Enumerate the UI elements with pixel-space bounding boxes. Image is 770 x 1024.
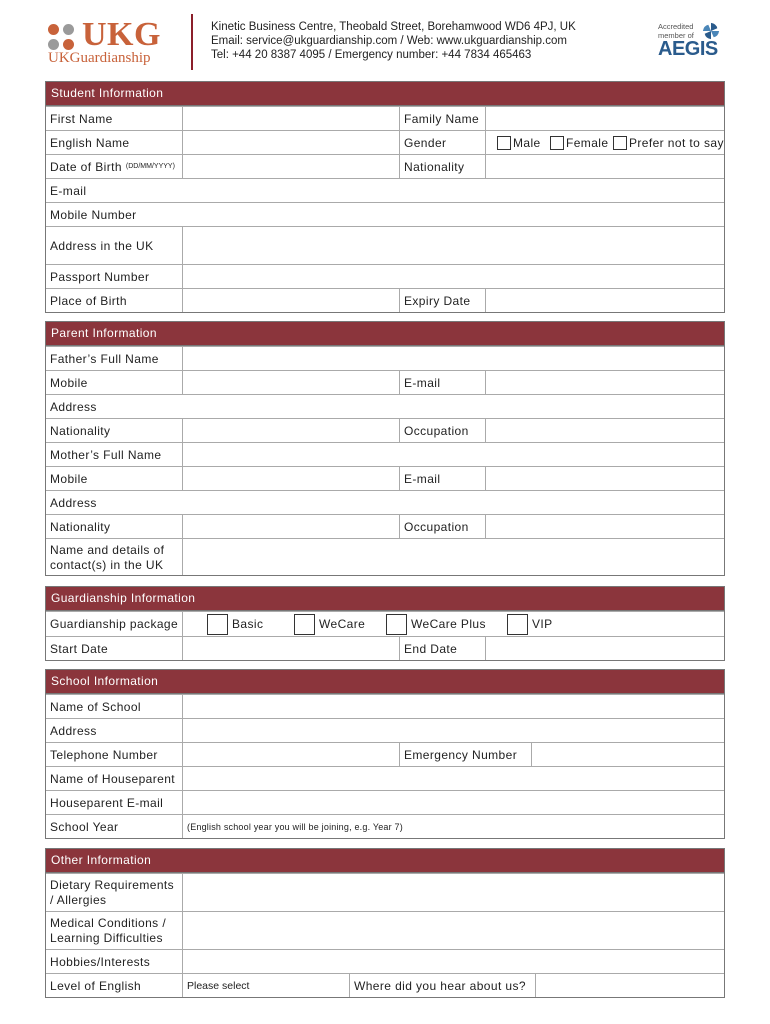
gender-label: Gender <box>404 135 447 150</box>
female-checkbox[interactable] <box>550 136 564 150</box>
expiry-date-label: Expiry Date <box>404 293 471 308</box>
school-name-field[interactable] <box>183 695 724 718</box>
male-checkbox[interactable] <box>497 136 511 150</box>
header-divider <box>191 14 193 70</box>
parent-section-title: Parent Information <box>46 322 724 346</box>
emergency-number-field[interactable] <box>532 743 724 766</box>
dob-field[interactable] <box>183 155 399 178</box>
email-line: Email: service@ukguardianship.com / Web: www.ukguardianship.com <box>211 35 567 47</box>
end-date-field[interactable] <box>486 637 724 660</box>
nationality-field[interactable] <box>486 155 724 178</box>
dietary-label-line1: Dietary Requirements <box>50 878 175 892</box>
medical-label <box>46 912 182 949</box>
row-houseparent <box>46 766 724 790</box>
father-occupation-field[interactable] <box>486 419 724 442</box>
first-name-field[interactable] <box>183 107 399 130</box>
row-dietary <box>46 873 724 911</box>
ukg-logo <box>44 18 174 70</box>
basic-label: Basic <box>232 617 264 631</box>
mother-address-field[interactable] <box>183 491 724 514</box>
start-date-label: Start Date <box>50 641 109 656</box>
row-mother-nationality-occupation <box>46 514 724 538</box>
father-email-field[interactable] <box>486 371 724 394</box>
uk-contacts-label <box>46 539 182 575</box>
uk-contacts-label-line1: Name and details of <box>50 542 165 557</box>
mother-occupation-field[interactable] <box>486 515 724 538</box>
emergency-number-label: Emergency Number <box>404 747 518 762</box>
accredited-label: Accredited <box>658 22 694 31</box>
row-houseparent-email <box>46 790 724 814</box>
mother-nationality-label: Nationality <box>50 519 111 534</box>
wecare-checkbox[interactable] <box>294 614 315 635</box>
row-passport <box>46 264 724 288</box>
medical-label-line1: Medical Conditions / <box>50 916 167 930</box>
houseparent-field[interactable] <box>183 767 724 790</box>
mobile-number-field[interactable] <box>183 203 724 226</box>
school-name-label: Name of School <box>50 699 141 714</box>
houseparent-label: Name of Houseparent <box>50 771 175 786</box>
row-hobbies <box>46 949 724 973</box>
start-date-field[interactable] <box>183 637 399 660</box>
contact-block <box>211 20 576 62</box>
row-father-name <box>46 346 724 370</box>
english-level-select-value: Please select <box>187 979 250 992</box>
page-header <box>0 0 770 80</box>
english-name-label: English Name <box>50 135 130 150</box>
male-label: Male <box>513 135 541 150</box>
passport-field[interactable] <box>183 265 724 288</box>
dietary-field[interactable] <box>183 874 724 911</box>
row-mother-mobile-email <box>46 466 724 490</box>
passport-label: Passport Number <box>50 269 150 284</box>
row-start-end <box>46 636 724 660</box>
expiry-date-field[interactable] <box>486 289 724 312</box>
hear-about-label: Where did you hear about us? <box>354 978 526 993</box>
student-section <box>45 81 725 313</box>
father-name-label: Father’s Full Name <box>50 351 159 366</box>
place-of-birth-field[interactable] <box>183 289 399 312</box>
guardianship-section-title: Guardianship Information <box>46 587 724 611</box>
member-of-label: member of <box>658 31 694 40</box>
student-section-title: Student Information <box>46 82 724 106</box>
row-email <box>46 178 724 202</box>
father-email-label: E-mail <box>404 375 441 390</box>
mother-name-field[interactable] <box>183 443 724 466</box>
first-name-label: First Name <box>50 111 113 126</box>
hobbies-label: Hobbies/Interests <box>50 954 151 969</box>
guardianship-section <box>45 586 725 661</box>
vip-checkbox[interactable] <box>507 614 528 635</box>
wecare-label: WeCare <box>319 617 366 631</box>
mother-email-label: E-mail <box>404 471 441 486</box>
school-section-title: School Information <box>46 670 724 694</box>
row-english-level <box>46 973 724 997</box>
student-email-label: E-mail <box>50 183 87 198</box>
family-name-field[interactable] <box>486 107 724 130</box>
row-package <box>46 611 724 636</box>
logo-subtitle: UKGuardianship <box>48 50 151 66</box>
row-school-year <box>46 814 724 838</box>
dietary-label-line2: / Allergies <box>50 893 107 907</box>
dietary-label <box>46 874 182 911</box>
nationality-label: Nationality <box>404 159 465 174</box>
prefer-not-label: Prefer not to say <box>629 135 724 150</box>
english-name-field[interactable] <box>183 131 399 154</box>
package-label: Guardianship package <box>50 617 179 631</box>
end-date-label: End Date <box>404 641 458 656</box>
gender-male-option[interactable] <box>493 131 553 154</box>
prefer-not-checkbox[interactable] <box>613 136 627 150</box>
row-father-mobile-email <box>46 370 724 394</box>
place-of-birth-label: Place of Birth <box>50 293 127 308</box>
father-mobile-label: Mobile <box>50 375 88 390</box>
father-occupation-label: Occupation <box>404 423 469 438</box>
mobile-number-label: Mobile Number <box>50 207 137 222</box>
row-school-phone <box>46 742 724 766</box>
row-address-uk <box>46 226 724 264</box>
row-school-name <box>46 694 724 718</box>
aegis-wordmark: AEGIS <box>658 38 718 60</box>
mother-email-field[interactable] <box>486 467 724 490</box>
school-section <box>45 669 725 839</box>
wecare-plus-checkbox[interactable] <box>386 614 407 635</box>
student-email-field[interactable] <box>183 179 724 202</box>
row-mother-address <box>46 490 724 514</box>
father-nationality-field[interactable] <box>183 419 399 442</box>
row-dob-nationality <box>46 154 724 178</box>
parent-section <box>45 321 725 576</box>
gender-female-option[interactable] <box>546 131 616 154</box>
houseparent-email-field[interactable] <box>183 791 724 814</box>
mother-nationality-field[interactable] <box>183 515 399 538</box>
school-year-field[interactable] <box>183 815 724 838</box>
row-mobile <box>46 202 724 226</box>
address-uk-field[interactable] <box>183 227 724 264</box>
row-first-family-name <box>46 106 724 130</box>
row-birthplace-expiry <box>46 288 724 312</box>
aegis-logo <box>658 22 728 62</box>
school-telephone-label: Telephone Number <box>50 747 158 762</box>
vip-label: VIP <box>532 617 553 631</box>
row-uk-contacts <box>46 538 724 575</box>
logo-text: UKG <box>82 16 161 53</box>
english-level-select[interactable] <box>183 974 349 997</box>
address-uk-label: Address in the UK <box>50 238 154 253</box>
houseparent-email-label: Houseparent E-mail <box>50 795 164 810</box>
uk-contacts-label-line2: contact(s) in the UK <box>50 557 164 572</box>
gender-prefer-not-option[interactable] <box>609 131 724 154</box>
other-section <box>45 848 725 998</box>
school-address-label: Address <box>50 723 97 738</box>
medical-field[interactable] <box>183 912 724 949</box>
father-mobile-field[interactable] <box>183 371 399 394</box>
father-nationality-label: Nationality <box>50 423 111 438</box>
basic-checkbox[interactable] <box>207 614 228 635</box>
mother-address-label: Address <box>50 495 97 510</box>
uk-contacts-field[interactable] <box>183 539 724 575</box>
row-medical <box>46 911 724 949</box>
father-address-label: Address <box>50 399 97 414</box>
mother-name-label: Mother’s Full Name <box>50 447 162 462</box>
family-name-label: Family Name <box>404 111 480 126</box>
medical-label-line2: Learning Difficulties <box>50 931 163 945</box>
wecare-plus-label: WeCare Plus <box>411 617 486 631</box>
dob-format-hint: (DD/MM/YYYY) <box>125 163 175 170</box>
hear-about-field[interactable] <box>536 974 724 997</box>
mother-mobile-field[interactable] <box>183 467 399 490</box>
mother-occupation-label: Occupation <box>404 519 469 534</box>
school-telephone-field[interactable] <box>183 743 399 766</box>
row-father-nationality-occupation <box>46 418 724 442</box>
mother-mobile-label: Mobile <box>50 471 88 486</box>
dob-label-cell <box>46 155 182 178</box>
row-father-address <box>46 394 724 418</box>
school-year-label: School Year <box>50 819 119 834</box>
female-label: Female <box>566 135 609 150</box>
father-name-field[interactable] <box>183 347 724 370</box>
other-section-title: Other Information <box>46 849 724 873</box>
school-year-hint: (English school year you will be joining, e.g. Year 7) <box>187 821 403 832</box>
school-address-field[interactable] <box>183 719 724 742</box>
english-level-label: Level of English <box>50 978 142 993</box>
tel-line: Tel: +44 20 8387 4095 / Emergency number: +44 7834 465463 <box>211 49 532 61</box>
dob-label: Date of Birth <box>50 159 122 174</box>
row-mother-name <box>46 442 724 466</box>
father-address-field[interactable] <box>183 395 724 418</box>
row-school-address <box>46 718 724 742</box>
row-english-name-gender <box>46 130 724 154</box>
address-line: Kinetic Business Centre, Theobald Street, Borehamwood WD6 4PJ, UK <box>211 21 576 33</box>
hobbies-field[interactable] <box>183 950 724 973</box>
